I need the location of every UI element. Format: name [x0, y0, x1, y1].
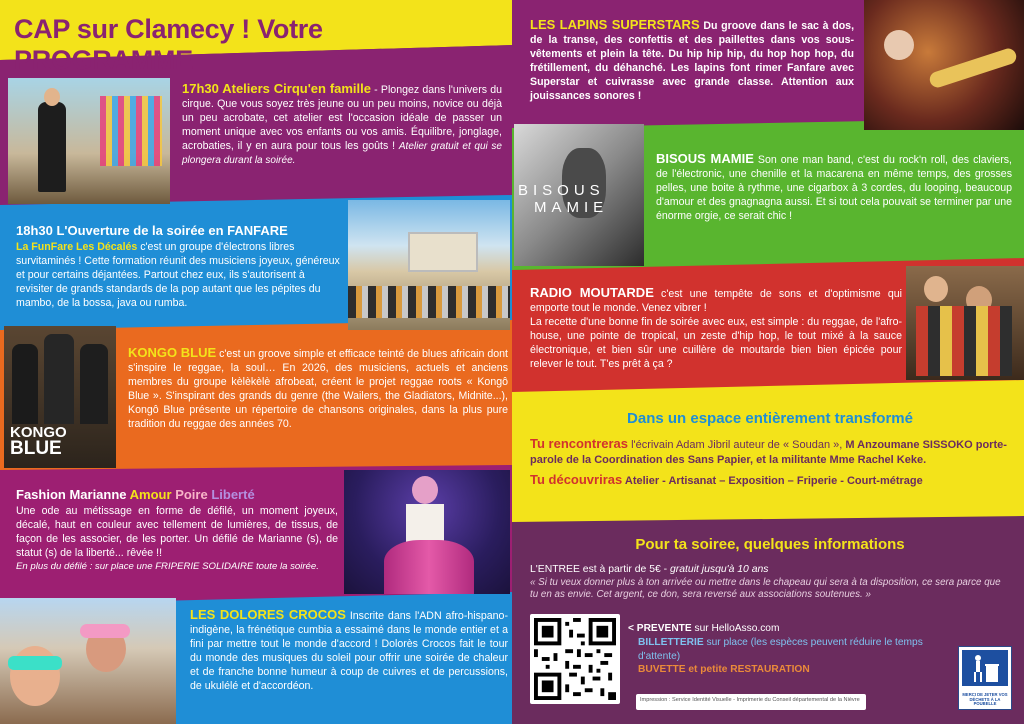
infos-don: « Si tu veux donner plus à ton arrivée ou mettre dans le chapeau qui sera à ta disposition, ce sera parce que tu en as envie. Cet argent, ce don, sera reversé aux associations soutenues. »: [530, 576, 1001, 601]
infos-block: [530, 536, 1010, 608]
radio-block: [530, 284, 902, 384]
fashion-heading-2: Amour: [129, 487, 172, 502]
radio-photo: [906, 266, 1024, 380]
fanfare-block: [16, 222, 342, 324]
kongo-body: c'est un groove simple et efficace teinté de blues africain dont s'inspire le reggae, la soul… En 2026, des musiciens, actuels et anciens membres du groupe kèlèkèlè afrobeat, créent le projet reggae roots « Kongô Blue ». S'inspirant des grands du genre (the Wailers, the Gladiators, Midnite...), Kongô Blue présente un répertoire de chansons originales, dans la plus pure tradition du reggae des années 70.: [128, 348, 508, 430]
billetterie-label: BILLETTERIE: [638, 636, 704, 648]
lapins-body: Du groove dans le sac à dos, de la transe, des confettis et des paillettes dans vos sous-vêtements et plein la tête. Du hip hip hip, du hop hop hop, du frétillement, du déhanché. Les lapins font rimer Fanfare avec Superstar et cuivrasse avec grande classe. Attention aux jouissances sonores !: [530, 20, 855, 102]
radio-body: c'est une tempête de sons et d'optimisme qui emporte tout le monde. Venez vibrer !: [530, 288, 902, 314]
lapins-block: [530, 16, 854, 124]
trash-logo: [958, 646, 1012, 710]
kongo-photo: [4, 326, 116, 468]
infos-heading: Pour ta soiree, quelques informations: [635, 536, 905, 553]
fashion-heading-1: Fashion Marianne: [16, 487, 127, 502]
impression-credit: [636, 694, 866, 710]
bisous-body: Son one man band, c'est du rock'n roll, des claviers, de l'électronic, une chenille et la macarena en même temps, des grosses pelles, une boite à rythme, une cigarbox à 3 cordes, du looping, beaucoup d'amour et des gnagnagna aussi. Et si tout cela pouvait se terminer par une énorme orgie, ce serait chic !: [656, 154, 1012, 222]
infos-entree: L'ENTREE est à partir de 5€ -: [530, 564, 671, 575]
fashion-heading: [16, 486, 338, 503]
lapins-photo: [864, 0, 1024, 130]
fashion-photo: [344, 470, 510, 594]
cirque-note: Atelier gratuit et qui se plongera durant la soirée.: [182, 140, 502, 166]
kongo-block: [128, 344, 508, 468]
espace-body2: Atelier - Artisanat – Exposition – Friperie - Court-métrage: [622, 474, 923, 487]
dolores-photo: [0, 598, 176, 724]
bisous-photo-text-2: MAMIE: [534, 199, 609, 216]
prevente-site[interactable]: sur HelloAsso.com: [691, 623, 780, 634]
fanfare-lead: La FunFare Les Décalés: [16, 241, 138, 254]
espace-body1a: l'écrivain Adam Jibril auteur de « Soudan »,: [628, 439, 846, 451]
impression-text: Impression : Service Identité Visuelle - Imprimerie du Conseil départemental de la Nièvre: [640, 697, 860, 703]
kongo-logo-line2: BLUE: [10, 438, 62, 460]
dolores-block: [190, 606, 508, 724]
lapins-heading: LES LAPINS SUPERSTARS: [530, 17, 700, 32]
buvette-label: BUVETTE et petite RESTAURATION: [638, 664, 810, 676]
espace-heading: Dans un espace entièrement transformé: [627, 410, 913, 427]
cirque-block: [182, 80, 502, 200]
fashion-note: En plus du défilé : sur place une FRIPERIE SOLIDAIRE toute la soirée.: [16, 561, 319, 573]
kongo-logo: [10, 426, 67, 458]
fashion-heading-3: Poire: [175, 487, 208, 502]
radio-heading: RADIO MOUTARDE: [530, 285, 654, 300]
infos-entree-free: gratuit jusqu'à 10 ans: [670, 564, 769, 575]
cirque-heading: 17h30 Ateliers Cirqu'en famille: [182, 81, 371, 96]
kongo-heading: KONGO BLUE: [128, 345, 217, 360]
page-title: [14, 14, 504, 75]
ticketing-block: [628, 622, 946, 690]
fashion-body: Une ode au métissage en forme de défilé, un moment joyeux, décalé, haut en couleur avec tellement de lumières, de tissus, de façon de les associer, de les porter. Un défilé de Marianne (s), de statut (s) de la liberté... rêvée !!: [16, 505, 338, 560]
cirque-photo: [8, 78, 170, 204]
billetterie-rest: sur place (les espèces peuvent réduire le temps d'attente): [638, 636, 923, 662]
fanfare-heading: 18h30 L'Ouverture de la soirée en FANFARE: [16, 223, 288, 238]
fashion-heading-4: Liberté: [211, 487, 255, 502]
espace-body1b: M Anzoumane SISSOKO porte-parole de la Coordination des Sans Papier, et la militante Mme Rachel Keke.: [530, 439, 1007, 466]
bisous-photo: [514, 124, 644, 266]
kongo-logo-line1: KONGO: [10, 424, 67, 441]
bisous-photo-text-1: BISOUS: [518, 182, 605, 199]
qr-code[interactable]: [530, 614, 620, 704]
bisous-photo-text: [518, 182, 608, 216]
dolores-body: Inscrite dans l'ADN afro-hispano-indigène, la frénétique cumbia a essaimé dans le monde entier et a fini par mettre tout le monde d'accord ! Dolorès Crocos fait le tour du monde des musiques du soleil pour offrir une soirée de chaleur et de franche bonne humeur à coup de cuivres et de percussions, de ukulélé et d'accordéon.: [190, 610, 508, 692]
espace-lead2: Tu découvriras: [530, 471, 623, 487]
espace-block: [530, 410, 1010, 518]
bisous-block: [656, 150, 1012, 262]
espace-lead1: Tu rencontreras: [530, 436, 629, 451]
trash-icon: [962, 650, 1008, 686]
fanfare-photo: [348, 200, 510, 330]
bisous-heading: BISOUS MAMIE: [656, 151, 754, 166]
qr-code-icon: [534, 618, 616, 700]
trash-text: MERCI DE JETER VOS DÉCHETS À LA POUBELLE: [962, 692, 1008, 707]
fanfare-body: c'est un groupe d'électrons libres survitaminés ! Cette formation réunit des musiciens joyeux, généreux et pour certains déjantées. Partout chez eux, ils s'autorisent à revisiter de grands standards de la pop autant que les pépites du mambo, de la bossa, java ou rumba.: [16, 241, 340, 310]
cirque-body: - Plongez dans l'univers du cirque. Que vous soyez très jeune ou un peu moins, novice ou déjà un peu acrobate, cet atelier est l'occasion idéale de passer un moment unique avec vos enfants ou vos amis. Équilibre, jonglage, acrobaties, il y en aura pour tous les goûts !: [182, 84, 502, 152]
fashion-block: [16, 486, 338, 596]
radio-body2: La recette d'une bonne fin de soirée avec eux, est simple : du reggae, de l'afro-house, une pointe de tropical, un zeste d'hip hop, le tout mixé à la sauce électronique, et bien sûr une cuillère de moutarde bien bien épicée pour relever le tout. T'es prêt à ça ?: [530, 315, 902, 370]
prevente-label: < PREVENTE: [628, 623, 692, 634]
dolores-heading: LES DOLORES CROCOS: [190, 607, 346, 622]
page-title-text: CAP sur Clamecy ! Votre PROGRAMME: [14, 14, 323, 75]
